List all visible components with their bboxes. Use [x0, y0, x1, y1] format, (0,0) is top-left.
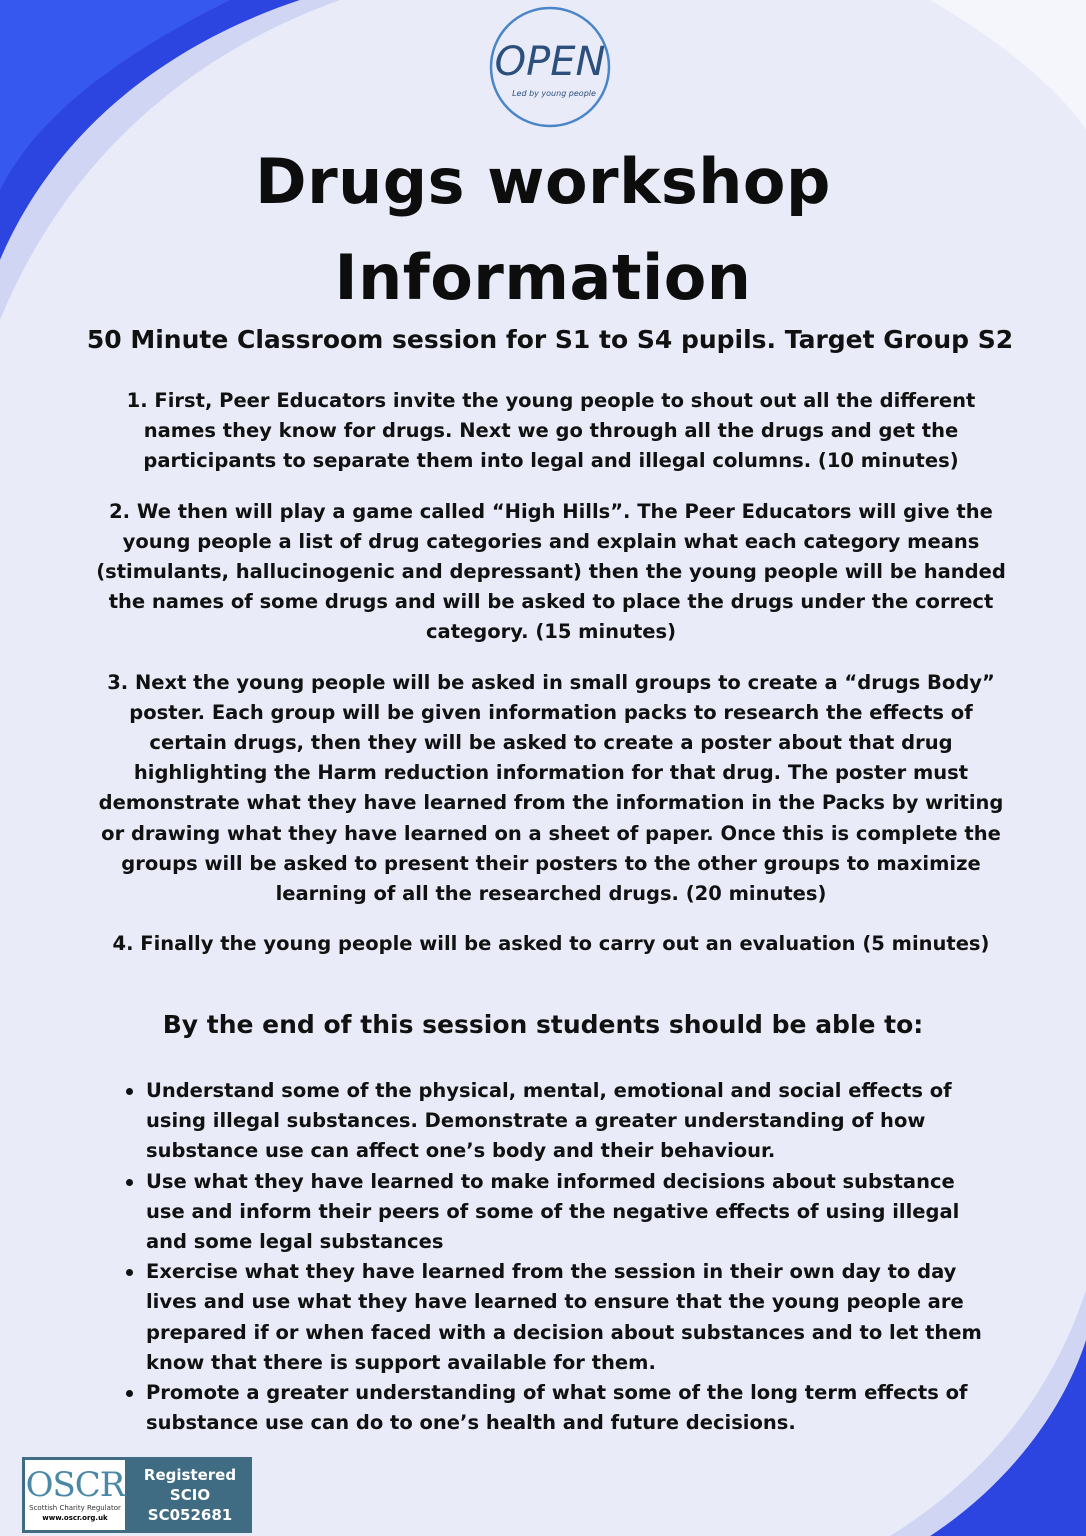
open-logo-ring [484, 4, 616, 130]
step-2: 2. We then will play a game called “High Hills”. The Peer Educators will give the young people a list of drug categories and explain what each category means (stimulants, hallucinogenic and depressant) then the young people will be handed the names of some drugs and will be asked to place the drugs under the correct category. (15 minutes) [96, 499, 1006, 644]
oscr-registration-text [128, 1457, 252, 1533]
step-4: 4. Finally the young people will be asked to carry out an evaluation (5 minutes) [112, 932, 990, 956]
outcome-item-4: Promote a greater understanding of what some of the long term effects of substance use can do to one’s health and future decisions. [120, 1378, 990, 1438]
step-3: 3. Next the young people will be asked in small groups to create a “drugs Body” poster. Each group will be given information packs to research the effects of certain drugs, then they will be asked to create a poster about that drug highlighting the Harm reduction information for that drug. The poster must demonstrate what they have learned from the information in the Packs by writing or drawing what they have learned on a sheet of paper. Once this is complete the groups will be asked to present their posters to the other groups to maximize learning of all the researched drugs. (20 minutes) [98, 670, 1004, 906]
session-subtitle: 50 Minute Classroom session for S1 to S4 pupils. Target Group S2 [86, 325, 1014, 354]
workshop-steps [96, 386, 1006, 979]
oscr-logo-url: www.oscr.org.uk [42, 1514, 108, 1522]
outcome-item-2: Use what they have learned to make informed decisions about substance use and inform their peers of some of the negative effects of using illegal and some legal substances [120, 1167, 990, 1258]
outcome-item-1: Understand some of the physical, mental, emotional and social effects of using illegal substances. Demonstrate a greater understanding of how substance use can affect one’s body and their behaviour. [120, 1076, 990, 1167]
open-logo-wordmark: OPEN [494, 39, 606, 85]
outcome-item-3: Exercise what they have learned from the session in their own day to day lives and use what they have learned to ensure that the young people are prepared if or when faced with a decision about substances and to let them know that there is support available for them. [120, 1257, 990, 1378]
oscr-logo-subtitle: Scottish Charity Regulator [29, 1504, 121, 1512]
page-title [0, 134, 1086, 326]
page-title-line-1: Drugs workshop [255, 145, 831, 218]
open-logo-tagline: Led by young people [512, 89, 596, 98]
outcomes-list [120, 1076, 990, 1438]
oscr-logo [25, 1460, 125, 1530]
oscr-logo-word: OSCR [25, 1465, 125, 1505]
oscr-registration-badge [22, 1457, 252, 1533]
oscr-scio-label: SCIO [169, 1486, 211, 1504]
open-logo [484, 4, 616, 130]
step-1: 1. First, Peer Educators invite the young people to shout out all the different names they know for drugs. Next we go through all the drugs and get the participants to separate them into legal and illegal columns. (10 minutes) [126, 389, 976, 473]
outcomes-heading: By the end of this session students should be able to: [162, 1010, 924, 1039]
page-title-line-2: Information [334, 241, 752, 314]
oscr-charity-number: SC052681 [147, 1506, 233, 1524]
oscr-registered-label: Registered [143, 1466, 237, 1484]
